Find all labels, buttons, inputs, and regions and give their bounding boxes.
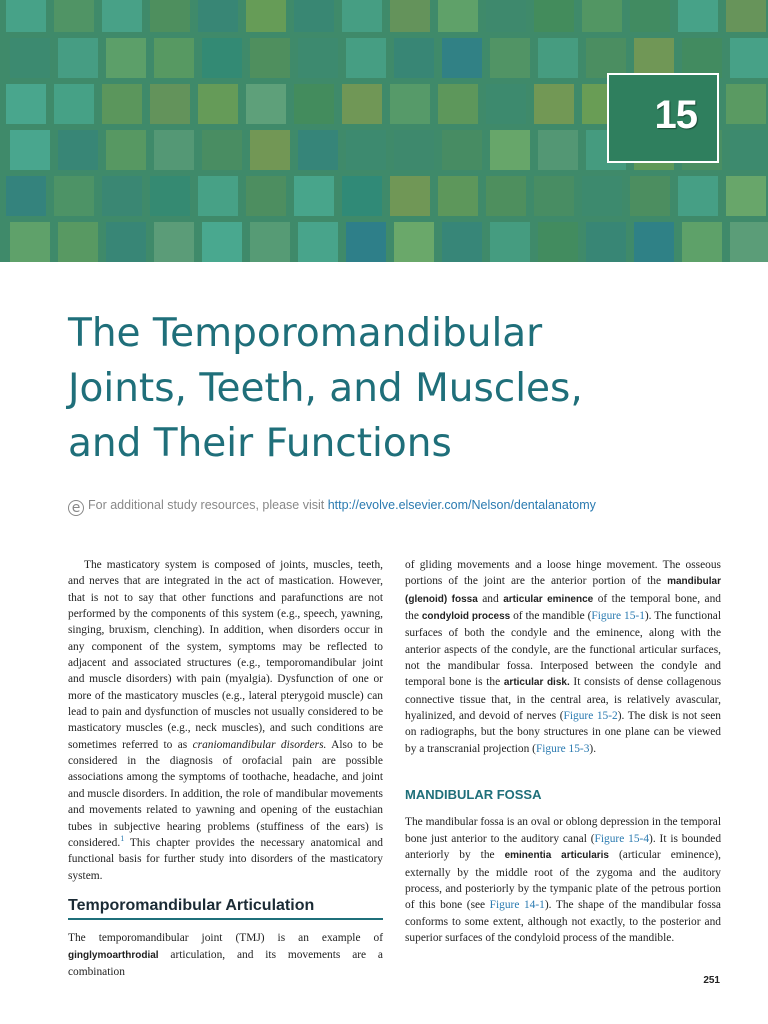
mosaic-tile xyxy=(54,84,94,124)
mosaic-tile xyxy=(442,38,482,78)
mosaic-tile xyxy=(250,222,290,262)
mosaic-tile xyxy=(730,38,768,78)
intro-paragraph xyxy=(68,557,383,884)
mosaic-tile xyxy=(6,176,46,216)
figure-ref-15-2[interactable]: Figure 15-2 xyxy=(563,710,618,723)
mosaic-tile xyxy=(198,84,238,124)
title-line-1: The Temporomandibular xyxy=(68,311,543,356)
tma-paragraph xyxy=(68,930,383,980)
intro-text-3: This chapter provides the necessary anatomical and functional basis for further study into disorders of the masticatory system. xyxy=(68,836,383,882)
mosaic-tile xyxy=(582,0,622,32)
mosaic-tile xyxy=(438,176,478,216)
figure-ref-15-4[interactable]: Figure 15-4 xyxy=(594,832,650,845)
mosaic-tile xyxy=(586,38,626,78)
mosaic-tile xyxy=(534,176,574,216)
mosaic-tile xyxy=(442,222,482,262)
mosaic-tile xyxy=(486,84,526,124)
mosaic-tile xyxy=(10,222,50,262)
mosaic-tile xyxy=(730,222,768,262)
right-column xyxy=(405,557,721,946)
mosaic-tile xyxy=(682,38,722,78)
mosaic-tile xyxy=(394,38,434,78)
term-condyloid-process: condyloid process xyxy=(421,611,511,623)
mosaic-tile xyxy=(586,222,626,262)
mosaic-tile xyxy=(298,222,338,262)
intro-text-1: The masticatory system is composed of joints, muscles, teeth, and nerves that are integrated in the act of mastication. However, that is not to say that other functions and parafunctions are not performed by the components of this system (e.g., speech, yawning, singing, bruxism, clenching). In addition, when disorders occur in any component of the system, symptoms may be reflected to adjacent and associated structures (e.g., temporomandibular joint and muscle disorders) with pain (myalgia). Dysfunction of one or more of the masticatory muscles (e.g., lateral pterygoid muscle) can lead to pain and dysfunction of muscles not usually considered to be masticatory muscles (e.g., neck muscles), and such conditions are sometimes referred to as xyxy=(68,559,383,751)
mosaic-tile xyxy=(346,130,386,170)
figure-ref-15-1[interactable]: Figure 15-1 xyxy=(591,610,645,623)
mosaic-tile xyxy=(6,0,46,32)
mosaic-tile xyxy=(250,38,290,78)
mosaic-tile xyxy=(246,176,286,216)
left-column xyxy=(68,557,383,980)
intro-emphasis: craniomandibular disorders. xyxy=(192,738,327,751)
evolve-e-icon: e xyxy=(68,500,84,516)
figure-ref-14-1[interactable]: Figure 14-1 xyxy=(489,899,545,912)
mosaic-tile xyxy=(726,176,766,216)
section-heading-fossa: MANDIBULAR FOSSA xyxy=(405,787,542,803)
text: (articular eminence), externally by the middle root of the zygoma and the auditory process, and posteriorly by the tympanic plate of the petrous portion of this bone (see xyxy=(405,849,722,912)
mosaic-tile xyxy=(58,130,98,170)
mosaic-tile xyxy=(394,130,434,170)
mosaic-tile xyxy=(726,0,766,32)
text: ). The disk is not seen on radiographs, but the bony structures in one plane can be viewed by a transcranial projection ( xyxy=(405,710,721,755)
mosaic-tile xyxy=(10,38,50,78)
mosaic-tile xyxy=(102,0,142,32)
text: ). It is bounded anteriorly by the xyxy=(405,832,722,862)
mosaic-tile xyxy=(298,38,338,78)
page-number: 251 xyxy=(703,975,720,986)
mosaic-tile xyxy=(538,38,578,78)
mosaic-tile xyxy=(150,176,190,216)
mosaic-tile xyxy=(390,0,430,32)
mosaic-tile xyxy=(102,176,142,216)
study-resources-line xyxy=(68,498,596,516)
mosaic-tile xyxy=(678,176,718,216)
mosaic-tile xyxy=(202,130,242,170)
mosaic-tile xyxy=(534,0,574,32)
fossa-paragraph xyxy=(405,814,721,946)
mosaic-tile xyxy=(150,0,190,32)
figure-ref-15-3[interactable]: Figure 15-3 xyxy=(535,742,590,755)
mosaic-tile xyxy=(486,176,526,216)
text: ). The functional surfaces of both the condyle and the eminence, along with the anterior aspects of the condyle, are the functional articular surfaces, not the mandibular fossa. Interposed between the condyle and temporal bone is the xyxy=(405,610,721,689)
mosaic-tile xyxy=(106,222,146,262)
text: It consists of dense collagenous connective tissue that, in the central area, is relatively avascular, hyalinized, and devoid of nerves ( xyxy=(405,676,722,723)
mosaic-tile xyxy=(390,84,430,124)
mosaic-tile xyxy=(10,130,50,170)
mosaic-tile xyxy=(630,176,670,216)
mosaic-tile xyxy=(246,84,286,124)
text: of the mandible ( xyxy=(510,610,592,623)
tma-text-1: The temporomandibular joint (TMJ) is an example of xyxy=(68,932,383,945)
mosaic-tile xyxy=(54,176,94,216)
mosaic-tile xyxy=(6,84,46,124)
mosaic-tile xyxy=(630,0,670,32)
mosaic-tile xyxy=(346,38,386,78)
mosaic-tile xyxy=(490,130,530,170)
mosaic-tile xyxy=(490,38,530,78)
mosaic-tile xyxy=(342,84,382,124)
chapter-number-box xyxy=(607,73,719,163)
mosaic-tile xyxy=(198,176,238,216)
mosaic-tile xyxy=(198,0,238,32)
mosaic-tile xyxy=(250,130,290,170)
mosaic-tile xyxy=(294,0,334,32)
mosaic-tile xyxy=(394,222,434,262)
mosaic-tile xyxy=(202,222,242,262)
term-articular-disk: articular disk. xyxy=(503,677,570,689)
mosaic-tile xyxy=(390,176,430,216)
mosaic-tile xyxy=(634,38,674,78)
mosaic-tile xyxy=(54,0,94,32)
mosaic-tile xyxy=(58,222,98,262)
mosaic-tile xyxy=(106,38,146,78)
mosaic-tile xyxy=(490,222,530,262)
text: ). xyxy=(589,742,597,755)
term-articular-eminence: articular eminence xyxy=(503,593,594,605)
mosaic-tile xyxy=(246,0,286,32)
mosaic-tile xyxy=(150,84,190,124)
footnote-ref[interactable]: 1 xyxy=(120,834,125,844)
mosaic-tile xyxy=(438,84,478,124)
chapter-title xyxy=(68,306,708,471)
mosaic-tile xyxy=(102,84,142,124)
mosaic-tile xyxy=(154,222,194,262)
joint-paragraph xyxy=(405,557,721,757)
mosaic-tile xyxy=(294,176,334,216)
mosaic-tile xyxy=(678,0,718,32)
mosaic-tile xyxy=(294,84,334,124)
text: of gliding movements and a loose hinge movement. The osseous portions of the joint are the anterior portion of the xyxy=(405,559,721,588)
text: ). The shape of the mandibular fossa conforms to some extent, although not exactly, to the posterior and superior surfaces of the condyloid process of the mandible. xyxy=(405,899,721,944)
mosaic-tile xyxy=(342,176,382,216)
mosaic-tile xyxy=(346,222,386,262)
chapter-number: 15 xyxy=(654,93,697,137)
mosaic-tile xyxy=(486,0,526,32)
resources-text: For additional study resources, please visit xyxy=(88,498,328,512)
mosaic-tile xyxy=(202,38,242,78)
resources-link[interactable]: http://evolve.elsevier.com/Nelson/dentalanatomy xyxy=(327,498,596,512)
term-mandibular-fossa: mandibular (glenoid) fossa xyxy=(405,576,721,605)
mosaic-tile xyxy=(534,84,574,124)
text: The mandibular fossa is an oval or oblong depression in the temporal bone just anterior to the auditory canal ( xyxy=(405,816,721,845)
mosaic-tile xyxy=(682,222,722,262)
mosaic-tile xyxy=(298,130,338,170)
chapter-banner xyxy=(0,0,768,262)
mosaic-tile xyxy=(538,222,578,262)
mosaic-tile xyxy=(438,0,478,32)
mosaic-tile xyxy=(58,38,98,78)
mosaic-tile xyxy=(730,130,768,170)
mosaic-tile xyxy=(442,130,482,170)
term-eminentia-articularis: eminentia articularis xyxy=(504,850,609,862)
mosaic-tile xyxy=(726,84,766,124)
term-ginglymoarthrodial: ginglymoarthrodial xyxy=(68,949,159,961)
mosaic-tile xyxy=(582,176,622,216)
section-heading-tma: Temporomandibular Articulation xyxy=(68,896,315,914)
mosaic-tile xyxy=(154,38,194,78)
mosaic-tile xyxy=(154,130,194,170)
mosaic-tile xyxy=(538,130,578,170)
intro-text-2: Also to be considered in the diagnosis of orofacial pain are possible associations among the symptoms of toothache, headache, and joint and muscle disorders. In addition, the role of mandibular movements and movements related to yawning and opening of the eustachian tubes in subjective hearing problems (stuffiness of the ears) is considered. xyxy=(68,738,384,849)
title-line-2: Joints, Teeth, and Muscles, xyxy=(68,366,583,411)
text: and xyxy=(477,592,504,605)
title-line-3: and Their Functions xyxy=(68,421,452,466)
mosaic-tile xyxy=(342,0,382,32)
mosaic-tile xyxy=(634,222,674,262)
tma-text-2: articulation, and its movements are a combination xyxy=(68,948,383,978)
mosaic-tile xyxy=(106,130,146,170)
text: of the temporal bone, and the xyxy=(405,592,721,623)
